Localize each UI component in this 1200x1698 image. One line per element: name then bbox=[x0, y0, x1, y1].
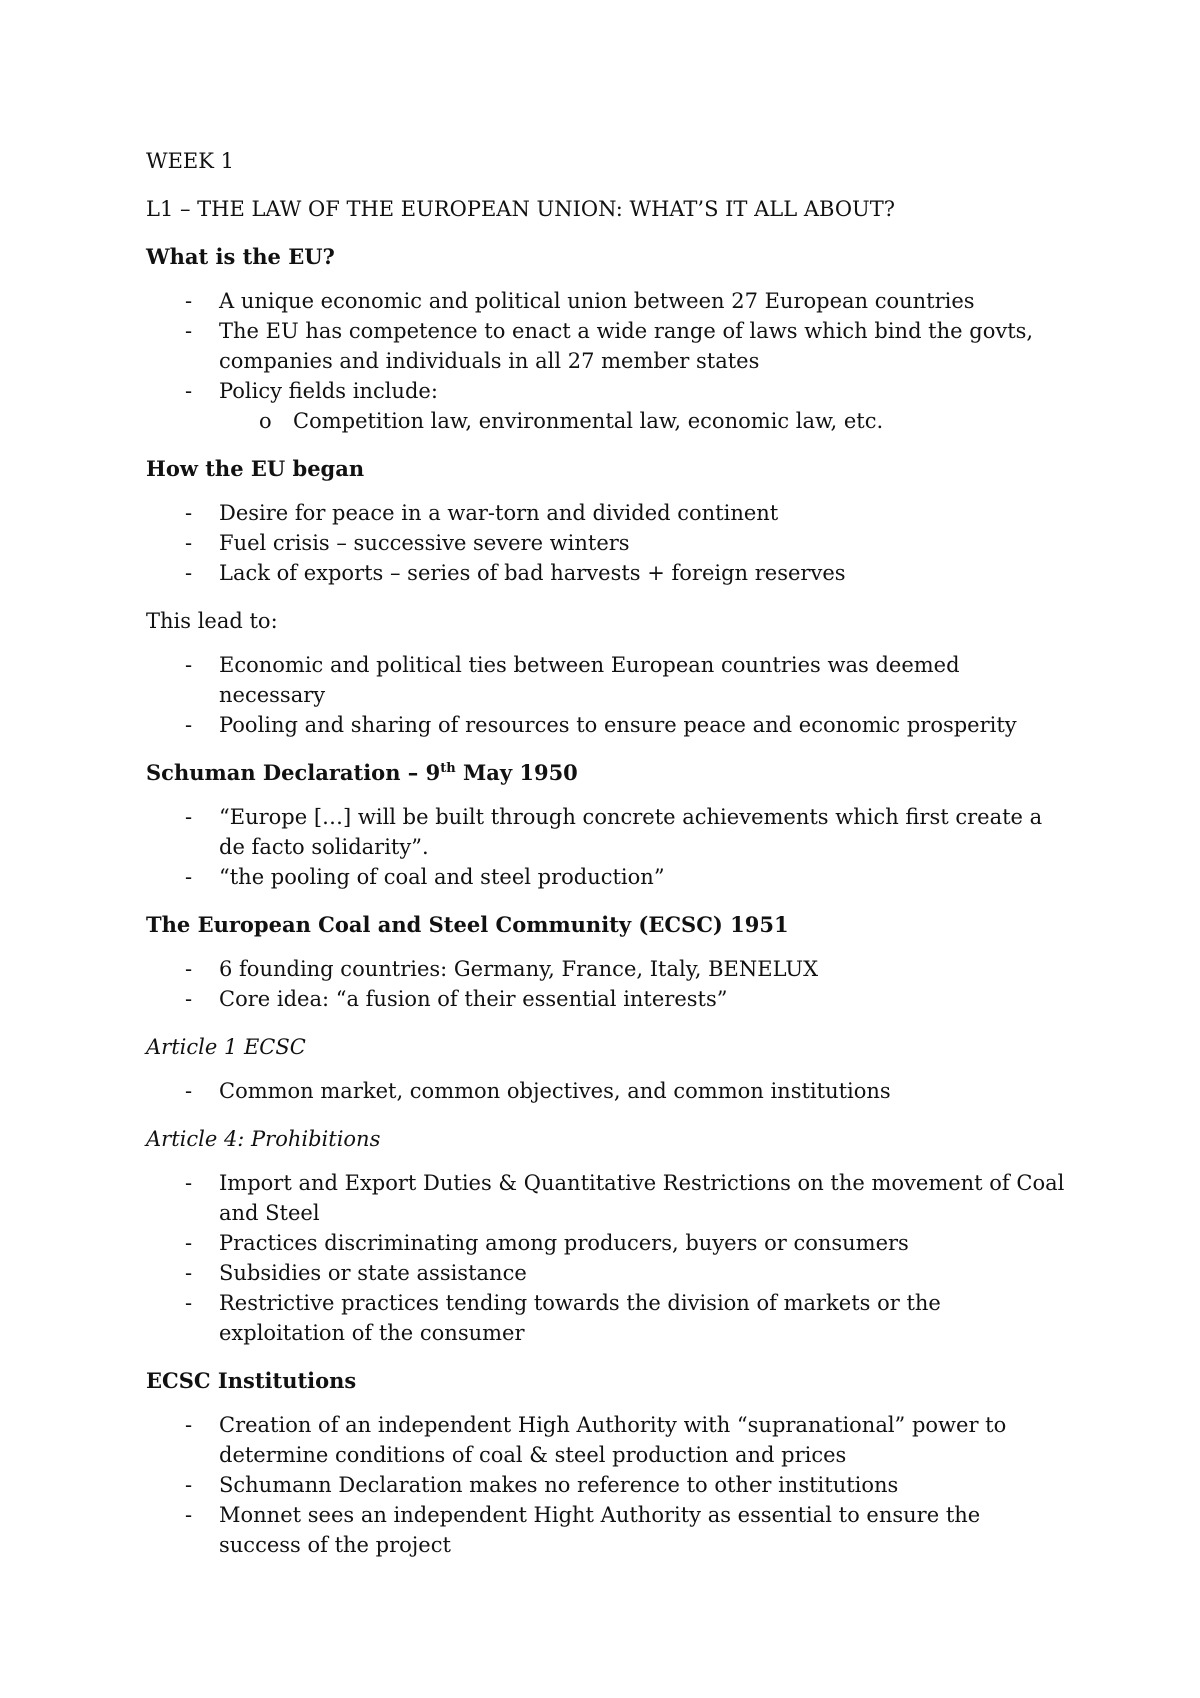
ecsc-list bbox=[146, 954, 1066, 1014]
list-item: - Monnet sees an independent Hight Authority as essential to ensure the success of the project bbox=[146, 1500, 1066, 1560]
list-item: - Core idea: “a fusion of their essential interests” bbox=[146, 984, 1066, 1014]
section-heading-article1: Article 1 ECSC bbox=[146, 1035, 306, 1059]
section-heading-article4: Article 4: Prohibitions bbox=[146, 1127, 381, 1151]
dash-bullet: - bbox=[185, 501, 193, 525]
article1-list bbox=[146, 1076, 1066, 1106]
document-page bbox=[146, 146, 1066, 1578]
list-item: - Restrictive practices tending towards the division of markets or the exploitation of the consumer bbox=[146, 1288, 1066, 1348]
dash-bullet: - bbox=[185, 379, 193, 403]
dash-bullet: - bbox=[185, 957, 193, 981]
lead-to-list bbox=[146, 650, 1066, 740]
section-heading-what-is: What is the EU? bbox=[146, 244, 335, 269]
list-item: - Common market, common objectives, and common institutions bbox=[146, 1076, 1066, 1106]
dash-bullet: - bbox=[185, 1079, 193, 1103]
dash-bullet: - bbox=[185, 805, 193, 829]
dash-bullet: - bbox=[185, 1261, 193, 1285]
section-heading-ecsc: The European Coal and Steel Community (ECSC) 1951 bbox=[146, 912, 789, 937]
schuman-list bbox=[146, 802, 1066, 892]
list-item: - Lack of exports – series of bad harvests + foreign reserves bbox=[146, 558, 1066, 588]
list-item: - Practices discriminating among producers, buyers or consumers bbox=[146, 1228, 1066, 1258]
dash-bullet: - bbox=[185, 713, 193, 737]
dash-bullet: - bbox=[185, 1413, 193, 1437]
list-item: - Import and Export Duties & Quantitative Restrictions on the movement of Coal and Steel bbox=[146, 1168, 1066, 1228]
what-is-list bbox=[146, 286, 1066, 436]
dash-bullet: - bbox=[185, 531, 193, 555]
dash-bullet: - bbox=[185, 987, 193, 1011]
how-began-list bbox=[146, 498, 1066, 588]
list-item: - 6 founding countries: Germany, France, Italy, BENELUX bbox=[146, 954, 1066, 984]
list-item: - Fuel crisis – successive severe winters bbox=[146, 528, 1066, 558]
dash-bullet: - bbox=[185, 653, 193, 677]
list-item: - Desire for peace in a war-torn and divided continent bbox=[146, 498, 1066, 528]
article4-list bbox=[146, 1168, 1066, 1348]
section-heading-lead-to: This lead to: bbox=[146, 609, 278, 633]
dash-bullet: - bbox=[185, 319, 193, 343]
dash-bullet: - bbox=[185, 1291, 193, 1315]
sub-list bbox=[219, 406, 1066, 436]
list-item: - Economic and political ties between European countries was deemed necessary bbox=[146, 650, 1066, 710]
section-heading-institutions: ECSC Institutions bbox=[146, 1368, 357, 1393]
list-item: - “the pooling of coal and steel production” bbox=[146, 862, 1066, 892]
sub-list-item: o Competition law, environmental law, economic law, etc. bbox=[219, 406, 1066, 436]
list-item: - Schumann Declaration makes no reference to other institutions bbox=[146, 1470, 1066, 1500]
section-heading-how-began: How the EU began bbox=[146, 456, 365, 481]
list-item: - The EU has competence to enact a wide range of laws which bind the govts, companies and individuals in all 27 member states bbox=[146, 316, 1066, 376]
list-item: - Policy fields include: o Competition law, environmental law, economic law, etc. bbox=[146, 376, 1066, 436]
dash-bullet: - bbox=[185, 1473, 193, 1497]
dash-bullet: - bbox=[185, 561, 193, 585]
list-item: - Subsidies or state assistance bbox=[146, 1258, 1066, 1288]
week-label: WEEK 1 bbox=[146, 149, 234, 173]
list-item: - Creation of an independent High Authority with “supranational” power to determine conditions of coal & steel production and prices bbox=[146, 1410, 1066, 1470]
dash-bullet: - bbox=[185, 865, 193, 889]
institutions-list bbox=[146, 1410, 1066, 1560]
lecture-title: L1 – THE LAW OF THE EUROPEAN UNION: WHAT’S IT ALL ABOUT? bbox=[146, 197, 896, 221]
list-item: - “Europe […] will be built through concrete achievements which first create a de facto solidarity”. bbox=[146, 802, 1066, 862]
list-item: - Pooling and sharing of resources to ensure peace and economic prosperity bbox=[146, 710, 1066, 740]
dash-bullet: - bbox=[185, 289, 193, 313]
circle-bullet: o bbox=[259, 409, 272, 433]
list-item: - A unique economic and political union between 27 European countries bbox=[146, 286, 1066, 316]
dash-bullet: - bbox=[185, 1171, 193, 1195]
dash-bullet: - bbox=[185, 1503, 193, 1527]
dash-bullet: - bbox=[185, 1231, 193, 1255]
section-heading-schuman: Schuman Declaration – 9th May 1950 bbox=[146, 760, 578, 785]
